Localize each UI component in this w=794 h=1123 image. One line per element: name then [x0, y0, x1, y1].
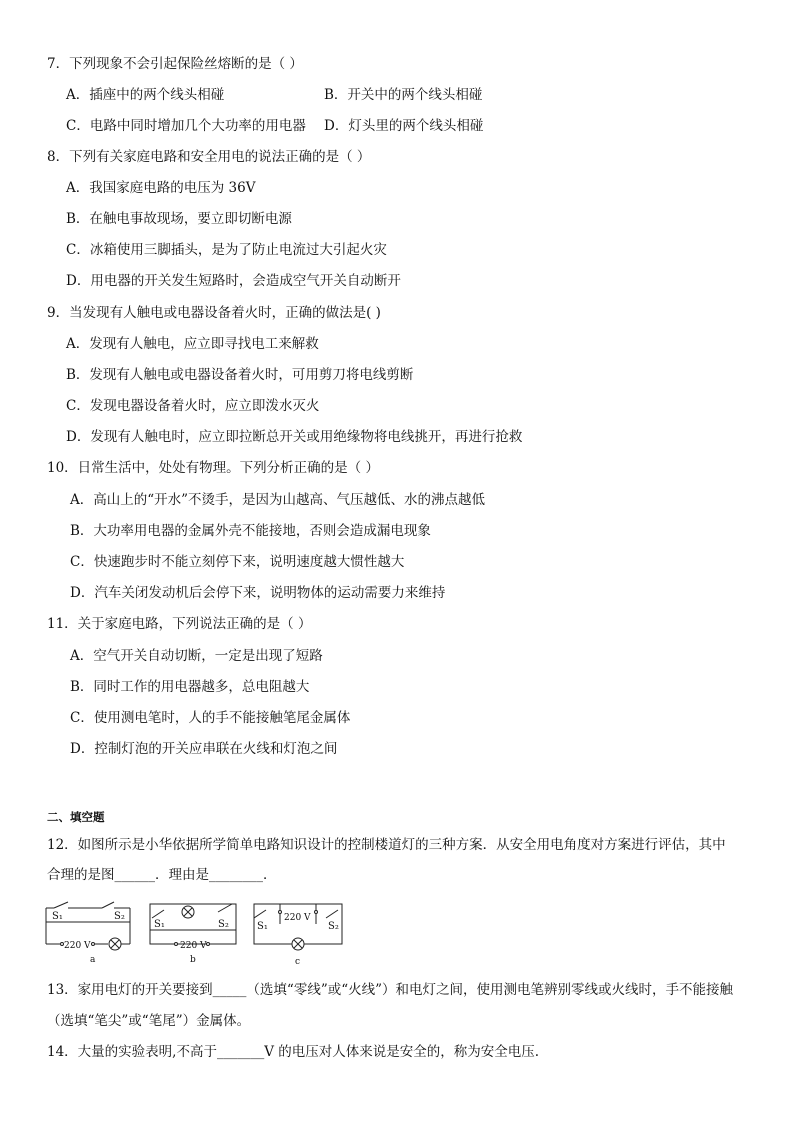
question-12-line1: 12．如图所示是小华依据所学简单电路知识设计的控制楼道灯的三种方案．从安全用电角度对方案进行评估，其中	[47, 837, 726, 853]
q8-option-b: B．在触电事故现场，要立即切断电源	[66, 211, 292, 227]
circuit-diagrams	[40, 900, 360, 968]
q11-option-d: D．控制灯泡的开关应串联在火线和灯泡之间	[70, 741, 338, 757]
question-8: 8．下列有关家庭电路和安全用电的说法正确的是（ ）	[47, 149, 371, 165]
q10-option-d: D．汽车关闭发动机后会停下来，说明物体的运动需要力来维持	[70, 585, 446, 601]
circuit-b-label: b	[190, 955, 196, 965]
circuit-c-label: c	[295, 957, 301, 967]
q8-option-a: A．我国家庭电路的电压为 36V	[66, 180, 256, 196]
circuit-c-voltage: 220 V	[284, 913, 311, 923]
question-13-line1: 13．家用电灯的开关要接到_____（选填“零线”或“火线”）和电灯之间，使用测电笔辨别零线或火线时，手不能接触	[47, 982, 734, 998]
q7-option-b: B．开关中的两个线头相碰	[324, 87, 483, 103]
q10-option-c: C．快速跑步时不能立刻停下来，说明速度越大惯性越大	[70, 554, 405, 570]
question-9: 9．当发现有人触电或电器设备着火时，正确的做法是( )	[47, 305, 381, 321]
circuit-a-s1: S₁	[52, 911, 63, 922]
circuit-a-label: a	[90, 955, 96, 965]
circuit-b-voltage: 220 V	[180, 941, 207, 951]
q7-option-c: C．电路中同时增加几个大功率的用电器	[66, 118, 306, 134]
question-10: 10．日常生活中，处处有物理。下列分析正确的是（ ）	[47, 460, 379, 476]
q11-option-a: A．空气开关自动切断，一定是出现了短路	[70, 648, 323, 664]
question-7: 7．下列现象不会引起保险丝熔断的是（ ）	[47, 56, 303, 72]
q8-option-c: C．冰箱使用三脚插头，是为了防止电流过大引起火灾	[66, 242, 387, 258]
question-12-line2: 合理的是图______．理由是________．	[47, 867, 277, 883]
question-13-line2: （选填“笔尖”或“笔尾”）金属体。	[47, 1013, 251, 1029]
q7-option-d: D．灯头里的两个线头相碰	[324, 118, 484, 134]
circuit-a-s2: S₂	[114, 911, 125, 922]
q11-option-b: B．同时工作的用电器越多，总电阻越大	[70, 679, 310, 695]
q9-option-c: C．发现电器设备着火时，应立即泼水灭火	[66, 398, 320, 414]
circuit-c-s2: S₂	[328, 921, 339, 932]
circuit-c-s1: S₁	[257, 921, 268, 932]
section-title: 二、填空题	[47, 810, 105, 824]
q11-option-c: C．使用测电笔时，人的手不能接触笔尾金属体	[70, 710, 351, 726]
question-11: 11．关于家庭电路，下列说法正确的是（ ）	[47, 616, 312, 632]
q9-option-b: B．发现有人触电或电器设备着火时，可用剪刀将电线剪断	[66, 367, 414, 383]
circuit-b-s2: S₂	[218, 919, 229, 930]
circuit-b-s1: S₁	[154, 919, 165, 930]
question-14: 14．大量的实验表明,不高于_______V 的电压对人体来说是安全的，称为安全电压.	[47, 1044, 540, 1060]
q10-option-a: A．高山上的“开水”不烫手，是因为山越高、气压越低、水的沸点越低	[70, 492, 486, 508]
q9-option-d: D．发现有人触电时，应立即拉断总开关或用绝缘物将电线挑开，再进行抢救	[66, 429, 523, 445]
q7-option-a: A．插座中的两个线头相碰	[66, 87, 225, 103]
q10-option-b: B．大功率用电器的金属外壳不能接地，否则会造成漏电现象	[70, 523, 431, 539]
circuit-a-voltage: 220 V	[64, 941, 91, 951]
q8-option-d: D．用电器的开关发生短路时，会造成空气开关自动断开	[66, 273, 401, 289]
q9-option-a: A．发现有人触电，应立即寻找电工来解救	[66, 336, 319, 352]
